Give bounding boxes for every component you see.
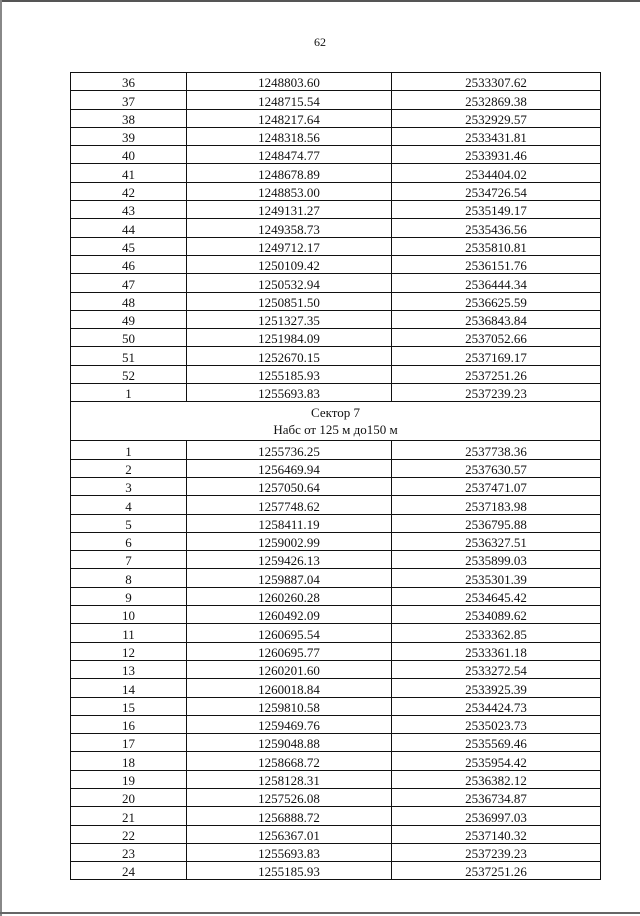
- table-row: [71, 384, 601, 402]
- table-row: [71, 697, 601, 715]
- y-coordinate-cell: 2532929.57: [392, 109, 601, 127]
- x-coordinate-cell: 1248678.89: [187, 164, 392, 182]
- x-coordinate-cell: 1255185.93: [187, 862, 392, 880]
- point-number-cell: 37: [71, 91, 187, 109]
- y-coordinate-cell: 2536843.84: [392, 310, 601, 328]
- point-number-cell: 40: [71, 146, 187, 164]
- x-coordinate-cell: 1255693.83: [187, 384, 392, 402]
- table-row: [71, 347, 601, 365]
- scan-edge-left: [0, 0, 2, 916]
- x-coordinate-cell: 1255693.83: [187, 843, 392, 861]
- y-coordinate-cell: 2532869.38: [392, 91, 601, 109]
- point-number-cell: 52: [71, 365, 187, 383]
- x-coordinate-cell: 1248474.77: [187, 146, 392, 164]
- x-coordinate-cell: 1259469.76: [187, 715, 392, 733]
- x-coordinate-cell: 1260260.28: [187, 587, 392, 605]
- point-number-cell: 15: [71, 697, 187, 715]
- point-number-cell: 41: [71, 164, 187, 182]
- x-coordinate-cell: 1260201.60: [187, 660, 392, 678]
- point-number-cell: 14: [71, 679, 187, 697]
- y-coordinate-cell: 2536382.12: [392, 770, 601, 788]
- point-number-cell: 24: [71, 862, 187, 880]
- y-coordinate-cell: 2537052.66: [392, 329, 601, 347]
- point-number-cell: 47: [71, 274, 187, 292]
- x-coordinate-cell: 1257050.64: [187, 477, 392, 495]
- point-number-cell: 5: [71, 514, 187, 532]
- table-row: [71, 329, 601, 347]
- y-coordinate-cell: 2536625.59: [392, 292, 601, 310]
- y-coordinate-cell: 2533925.39: [392, 679, 601, 697]
- y-coordinate-cell: 2536151.76: [392, 255, 601, 273]
- point-number-cell: 49: [71, 310, 187, 328]
- y-coordinate-cell: 2535436.56: [392, 219, 601, 237]
- x-coordinate-cell: 1258128.31: [187, 770, 392, 788]
- sector-title: Сектор 7: [310, 405, 360, 421]
- table-row: [71, 73, 601, 91]
- table-row: [71, 862, 601, 880]
- table-row: [71, 441, 601, 459]
- x-coordinate-cell: 1248803.60: [187, 73, 392, 91]
- point-number-cell: 12: [71, 642, 187, 660]
- point-number-cell: 18: [71, 752, 187, 770]
- x-coordinate-cell: 1259887.04: [187, 569, 392, 587]
- y-coordinate-cell: 2536444.34: [392, 274, 601, 292]
- y-coordinate-cell: 2537239.23: [392, 384, 601, 402]
- table-row: [71, 255, 601, 273]
- table-row: [71, 825, 601, 843]
- sector-header-cell: [71, 402, 601, 441]
- table-row: [71, 459, 601, 477]
- point-number-cell: 10: [71, 606, 187, 624]
- y-coordinate-cell: 2533362.85: [392, 624, 601, 642]
- table-row: [71, 182, 601, 200]
- y-coordinate-cell: 2534726.54: [392, 182, 601, 200]
- point-number-cell: 8: [71, 569, 187, 587]
- x-coordinate-cell: 1256888.72: [187, 807, 392, 825]
- y-coordinate-cell: 2535149.17: [392, 201, 601, 219]
- x-coordinate-cell: 1248853.00: [187, 182, 392, 200]
- sector-subtitle: Набс от 125 м до150 м: [273, 422, 398, 438]
- table-row: [71, 237, 601, 255]
- table-row: [71, 91, 601, 109]
- x-coordinate-cell: 1250851.50: [187, 292, 392, 310]
- y-coordinate-cell: 2534424.73: [392, 697, 601, 715]
- y-coordinate-cell: 2536327.51: [392, 532, 601, 550]
- x-coordinate-cell: 1252670.15: [187, 347, 392, 365]
- x-coordinate-cell: 1258411.19: [187, 514, 392, 532]
- y-coordinate-cell: 2534404.02: [392, 164, 601, 182]
- table-row: [71, 477, 601, 495]
- table-row: [71, 365, 601, 383]
- y-coordinate-cell: 2536795.88: [392, 514, 601, 532]
- point-number-cell: 20: [71, 788, 187, 806]
- y-coordinate-cell: 2537738.36: [392, 441, 601, 459]
- page-number: 62: [314, 35, 326, 49]
- y-coordinate-cell: 2537140.32: [392, 825, 601, 843]
- point-number-cell: 7: [71, 551, 187, 569]
- y-coordinate-cell: 2533307.62: [392, 73, 601, 91]
- x-coordinate-cell: 1251984.09: [187, 329, 392, 347]
- table-row: [71, 679, 601, 697]
- point-number-cell: 48: [71, 292, 187, 310]
- x-coordinate-cell: 1248715.54: [187, 91, 392, 109]
- table-row: [71, 752, 601, 770]
- table-row: [71, 788, 601, 806]
- table-row: [71, 514, 601, 532]
- point-number-cell: 9: [71, 587, 187, 605]
- table-row: [71, 164, 601, 182]
- point-number-cell: 36: [71, 73, 187, 91]
- y-coordinate-cell: 2535023.73: [392, 715, 601, 733]
- y-coordinate-cell: 2537630.57: [392, 459, 601, 477]
- table-row: [71, 807, 601, 825]
- point-number-cell: 16: [71, 715, 187, 733]
- y-coordinate-cell: 2535569.46: [392, 734, 601, 752]
- y-coordinate-cell: 2537251.26: [392, 365, 601, 383]
- y-coordinate-cell: 2537251.26: [392, 862, 601, 880]
- point-number-cell: 1: [71, 441, 187, 459]
- x-coordinate-cell: 1255185.93: [187, 365, 392, 383]
- table-row: [71, 532, 601, 550]
- table-row: [71, 109, 601, 127]
- y-coordinate-cell: 2535899.03: [392, 551, 601, 569]
- table-top-body: [71, 73, 601, 402]
- x-coordinate-cell: 1248318.56: [187, 127, 392, 145]
- coordinates-table: [70, 72, 601, 880]
- point-number-cell: 46: [71, 255, 187, 273]
- table-row: [71, 843, 601, 861]
- point-number-cell: 38: [71, 109, 187, 127]
- x-coordinate-cell: 1250532.94: [187, 274, 392, 292]
- x-coordinate-cell: 1259048.88: [187, 734, 392, 752]
- y-coordinate-cell: 2537183.98: [392, 496, 601, 514]
- table-row: [71, 496, 601, 514]
- x-coordinate-cell: 1257526.08: [187, 788, 392, 806]
- x-coordinate-cell: 1259426.13: [187, 551, 392, 569]
- point-number-cell: 11: [71, 624, 187, 642]
- table-row: [71, 292, 601, 310]
- x-coordinate-cell: 1249712.17: [187, 237, 392, 255]
- point-number-cell: 13: [71, 660, 187, 678]
- x-coordinate-cell: 1259810.58: [187, 697, 392, 715]
- x-coordinate-cell: 1256367.01: [187, 825, 392, 843]
- y-coordinate-cell: 2537471.07: [392, 477, 601, 495]
- x-coordinate-cell: 1260695.54: [187, 624, 392, 642]
- x-coordinate-cell: 1259002.99: [187, 532, 392, 550]
- y-coordinate-cell: 2533361.18: [392, 642, 601, 660]
- x-coordinate-cell: 1256469.94: [187, 459, 392, 477]
- point-number-cell: 43: [71, 201, 187, 219]
- table-row: [71, 219, 601, 237]
- table-row: [71, 624, 601, 642]
- x-coordinate-cell: 1260695.77: [187, 642, 392, 660]
- x-coordinate-cell: 1249358.73: [187, 219, 392, 237]
- y-coordinate-cell: 2537169.17: [392, 347, 601, 365]
- point-number-cell: 23: [71, 843, 187, 861]
- point-number-cell: 21: [71, 807, 187, 825]
- table-row: [71, 274, 601, 292]
- point-number-cell: 2: [71, 459, 187, 477]
- table-row: [71, 660, 601, 678]
- table-row: [71, 127, 601, 145]
- scan-edge-top: [0, 0, 640, 2]
- y-coordinate-cell: 2533931.46: [392, 146, 601, 164]
- y-coordinate-cell: 2533272.54: [392, 660, 601, 678]
- table-row: [71, 606, 601, 624]
- x-coordinate-cell: 1257748.62: [187, 496, 392, 514]
- y-coordinate-cell: 2536734.87: [392, 788, 601, 806]
- scan-edge-bottom: [0, 912, 640, 914]
- point-number-cell: 39: [71, 127, 187, 145]
- point-number-cell: 1: [71, 384, 187, 402]
- point-number-cell: 4: [71, 496, 187, 514]
- point-number-cell: 42: [71, 182, 187, 200]
- table-row: [71, 734, 601, 752]
- x-coordinate-cell: 1258668.72: [187, 752, 392, 770]
- table-row: [71, 551, 601, 569]
- table-row: [71, 201, 601, 219]
- table-row: [71, 770, 601, 788]
- x-coordinate-cell: 1249131.27: [187, 201, 392, 219]
- table-row: [71, 642, 601, 660]
- x-coordinate-cell: 1260492.09: [187, 606, 392, 624]
- point-number-cell: 17: [71, 734, 187, 752]
- point-number-cell: 6: [71, 532, 187, 550]
- sector-header-body: [71, 402, 601, 441]
- y-coordinate-cell: 2536997.03: [392, 807, 601, 825]
- table-row: [71, 146, 601, 164]
- x-coordinate-cell: 1251327.35: [187, 310, 392, 328]
- x-coordinate-cell: 1248217.64: [187, 109, 392, 127]
- x-coordinate-cell: 1255736.25: [187, 441, 392, 459]
- y-coordinate-cell: 2533431.81: [392, 127, 601, 145]
- y-coordinate-cell: 2535810.81: [392, 237, 601, 255]
- y-coordinate-cell: 2537239.23: [392, 843, 601, 861]
- y-coordinate-cell: 2535301.39: [392, 569, 601, 587]
- point-number-cell: 19: [71, 770, 187, 788]
- point-number-cell: 22: [71, 825, 187, 843]
- sector-header-row: [71, 402, 601, 441]
- point-number-cell: 51: [71, 347, 187, 365]
- y-coordinate-cell: 2535954.42: [392, 752, 601, 770]
- x-coordinate-cell: 1250109.42: [187, 255, 392, 273]
- x-coordinate-cell: 1260018.84: [187, 679, 392, 697]
- table-row: [71, 310, 601, 328]
- table-row: [71, 715, 601, 733]
- y-coordinate-cell: 2534645.42: [392, 587, 601, 605]
- y-coordinate-cell: 2534089.62: [392, 606, 601, 624]
- point-number-cell: 50: [71, 329, 187, 347]
- point-number-cell: 3: [71, 477, 187, 495]
- table-bottom-body: [71, 441, 601, 880]
- table-row: [71, 587, 601, 605]
- point-number-cell: 44: [71, 219, 187, 237]
- point-number-cell: 45: [71, 237, 187, 255]
- table-row: [71, 569, 601, 587]
